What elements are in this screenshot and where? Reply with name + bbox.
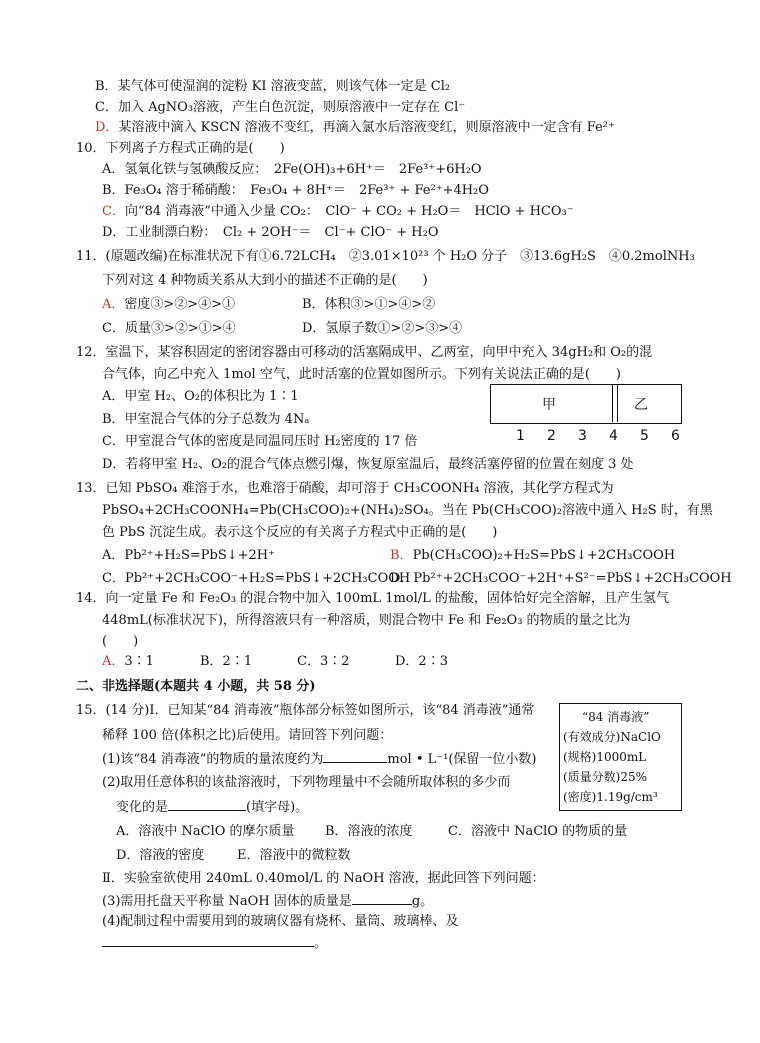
q15-part-2-cont	[116, 798, 308, 817]
q15-option-d: D．溶液的密度	[116, 848, 205, 863]
q15-part-3	[102, 892, 433, 911]
q15-part-4-end: 。	[314, 936, 328, 951]
answer-mark: A．	[102, 654, 125, 669]
q14-stem-2: 448mL(标准状况下)，所得溶液只有一种溶质，则混合物中 Fe 和 Fe₂O₃ 的物质的量之比为	[102, 613, 631, 628]
q9-option-d	[95, 119, 615, 137]
q13-option-a: A．Pb²⁺+H₂S=PbS↓+2H⁺	[102, 548, 275, 563]
q12-stem-1: 12．室温下，某容积固定的密闭容器由可移动的活塞隔成甲、乙两室，向甲中充入 34gH₂和 O₂的混	[76, 345, 653, 360]
q13-option-b	[390, 547, 675, 565]
q14-option-a-text: 3∶1	[124, 654, 154, 669]
bottle-label	[559, 703, 682, 811]
label-title: “84 消毒液”	[582, 710, 650, 724]
q13-stem-1: 13．已知 PbSO₄ 难溶于水，也难溶于硝酸，却可溶于 CH₃COONH₄ 溶液，其化学方程式为	[76, 481, 614, 496]
scale-tick: 1	[516, 428, 525, 444]
q15-option-b: B．溶液的浓度	[325, 824, 413, 839]
section-heading: 二、非选择题(本题共 4 小题，共 58 分)	[76, 679, 316, 694]
q15-part-4: (4)配制过程中需要用到的玻璃仪器有烧杯、量筒、玻璃棒、及	[102, 914, 459, 929]
answer-blank-3[interactable]	[352, 892, 412, 905]
label-active-ingredient: (有效成分)NaClO	[563, 730, 661, 744]
q15-option-e: E．溶液中的微粒数	[237, 848, 351, 863]
label-volume: (规格)1000mL	[563, 750, 647, 764]
scale-tick: 6	[671, 428, 680, 444]
q11-option-d: D．氢原子数①>②>③>④	[302, 321, 463, 336]
q9-option-d-text: 某溶液中滴入 KSCN 溶液不变红，再滴入氯水后溶液变红，则原溶液中一定含有 Fe²⁺	[118, 120, 615, 135]
q13-option-b-text: Pb(CH₃COO)₂+H₂S=PbS↓+2CH₃COOH	[412, 548, 676, 563]
q15-section-ii: Ⅱ．实验室欲使用 240mL 0.40mol/L 的 NaOH 溶液，据此回答下列问题：	[102, 871, 545, 886]
label-density: (密度)1.19g/cm³	[563, 790, 658, 804]
scale-tick: 5	[640, 428, 649, 444]
q12-option-a: A．甲室 H₂、O₂的体积比为 1∶1	[102, 389, 299, 404]
answer-mark: A．	[102, 297, 125, 312]
q14-option-c: C．3∶2	[297, 654, 350, 669]
q13-stem-2: PbSO₄+2CH₃COONH₄=Pb(CH₃COO)₂+(NH₄)₂SO₄。当在 Pb(CH₃COO)₂溶液中通入 H₂S 时，有黑	[102, 503, 713, 518]
q15-part-2-text: 变化的是	[116, 800, 169, 815]
q10-option-a: A．氢氧化铁与氢碘酸反应： 2Fe(OH)₃+6H⁺＝ 2Fe³⁺+6H₂O	[102, 162, 482, 177]
q13-option-c: C．Pb²⁺+2CH₃COO⁻+H₂S=PbS↓+2CH₃COOH	[102, 571, 411, 586]
answer-blank-1[interactable]	[323, 750, 387, 763]
q10-stem: 10．下列离子方程式正确的是( )	[76, 141, 285, 156]
piston	[612, 384, 618, 422]
q15-part-1	[102, 750, 537, 769]
q11-option-b: B．体积③>①>④>②	[302, 297, 436, 312]
q10-option-c-text: 向“84 消毒液”中通入少量 CO₂： ClO⁻ + CO₂ + H₂O＝ HClO + HCO₃⁻	[124, 204, 574, 219]
container-box	[490, 384, 682, 424]
answer-mark: B．	[390, 548, 413, 563]
q15-part-3-text: (3)需用托盘天平称量 NaOH 固体的质量是	[102, 894, 352, 909]
piston-diagram	[490, 384, 682, 448]
q14-stem-3: ( )	[102, 634, 139, 649]
q15-part-1-unit: mol • L⁻¹(保留一位小数)	[387, 752, 537, 767]
q15-part-1-text: (1)该“84 消毒液”的物质的量浓度约为	[102, 752, 324, 767]
scale-tick: 3	[578, 428, 587, 444]
q12-option-c: C．甲室混合气体的密度是同温同压时 H₂密度的 17 倍	[102, 434, 418, 449]
q15-part-4-blank-line	[102, 934, 327, 953]
scale-tick: 2	[547, 428, 556, 444]
q15-option-c: C．溶液中 NaClO 的物质的量	[448, 824, 628, 839]
q15-part-3-unit: g。	[411, 894, 434, 909]
q15-line-2: 稀释 100 倍(体积之比)后使用。请回答下列问题：	[102, 728, 393, 743]
q11-stem-2: 下列对这 4 种物质关系从大到小的描述不正确的是( )	[102, 273, 428, 288]
q11-stem-1: 11．(原题改编)在标准状况下有①6.72LCH₄ ②3.01×10²³ 个 H₂O 分子 ③13.6gH₂S ④0.2molNH₃	[76, 249, 695, 264]
q11-option-a-text: 密度③>②>④>①	[124, 297, 236, 312]
answer-blank-2[interactable]	[168, 798, 246, 811]
q10-option-c	[102, 203, 574, 221]
q15-part-2: (2)取用任意体积的该盐溶液时，下列物理量中不会随所取体积的多少而	[102, 775, 511, 790]
q12-option-d: D．若将甲室 H₂、O₂的混合气体点燃引爆，恢复原室温后，最终活塞停留的位置在刻度 3 处	[102, 457, 634, 472]
q13-stem-3: 色 PbS 沉淀生成。表示这个反应的有关离子方程式中正确的是( )	[102, 525, 498, 540]
q14-stem-1: 14．向一定量 Fe 和 Fe₂O₃ 的混合物中加入 100mL 1mol/L 的盐酸，固体恰好完全溶解，且产生氢气	[76, 591, 669, 606]
scale-tick: 4	[609, 428, 618, 444]
chamber-jia-label: 甲	[542, 397, 556, 413]
q14-option-b: B．2∶1	[200, 654, 253, 669]
q14-option-d: D．2∶3	[395, 654, 448, 669]
q15-part-2-tail: (填字母)。	[246, 800, 309, 815]
answer-mark: D．	[95, 120, 119, 135]
label-mass-fraction: (质量分数)25%	[563, 770, 648, 784]
q11-option-a	[102, 296, 235, 314]
q9-option-b: B．某气体可使湿润的淀粉 KI 溶液变蓝，则该气体一定是 Cl₂	[95, 79, 451, 94]
q10-option-d: D．工业制漂白粉： Cl₂ + 2OH⁻＝ Cl⁻+ ClO⁻ + H₂O	[102, 225, 439, 240]
q10-option-b: B．Fe₃O₄ 溶于稀硝酸： Fe₃O₄ + 8H⁺＝ 2Fe³⁺ + Fe²⁺+4H₂O	[102, 183, 489, 198]
q12-stem-2: 合气体，向乙中充入 1mol 空气，此时活塞的位置如图所示。下列有关说法正确的是( )	[102, 367, 621, 382]
q13-option-d: D．Pb²⁺+2CH₃COO⁻+2H⁺+S²⁻=PbS↓+2CH₃COOH	[390, 571, 732, 586]
chamber-yi-label: 乙	[634, 397, 648, 413]
answer-mark: C．	[102, 204, 125, 219]
answer-blank-4[interactable]	[102, 934, 314, 947]
q14-option-a	[102, 653, 154, 671]
q12-option-b: B．甲室混合气体的分子总数为 4Nₐ	[102, 412, 310, 427]
q15-line-1: 15．(14 分)Ⅰ．已知某“84 消毒液”瓶体部分标签如图所示，该“84 消毒液”通常	[76, 703, 535, 718]
q11-option-c: C．质量③>②>①>④	[102, 321, 236, 336]
q15-option-a: A．溶液中 NaClO 的摩尔质量	[116, 824, 295, 839]
q9-option-c: C．加入 AgNO₃溶液，产生白色沉淀，则原溶液中一定存在 Cl⁻	[95, 100, 466, 115]
